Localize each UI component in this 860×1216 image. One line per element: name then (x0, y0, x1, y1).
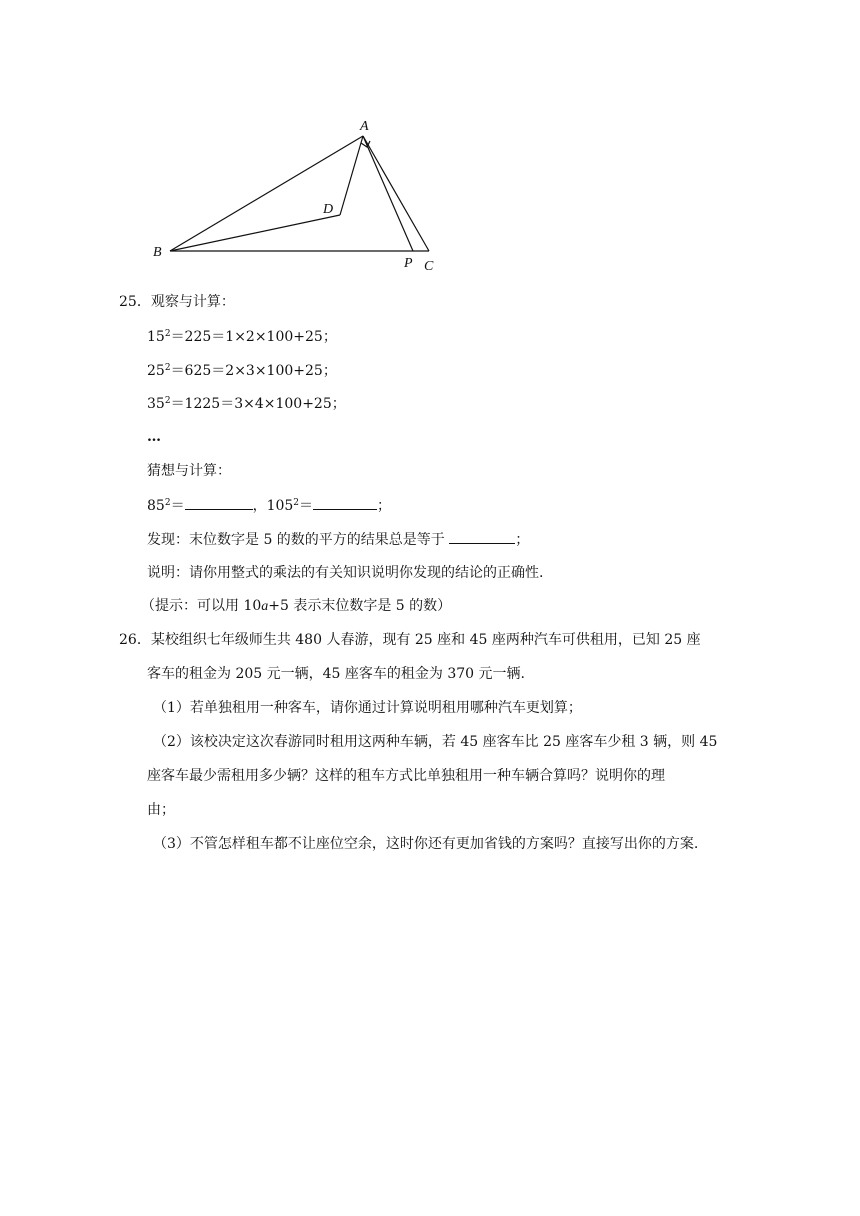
q25-title: 观察与计算： (150, 294, 235, 310)
q26-part-1: （1）若单独租用一种客车，请你通过计算说明租用哪种汽车更划算； (153, 700, 582, 716)
segment-ac (363, 136, 429, 251)
q26-line-1: 26．某校组织七年级师生共 480 人春游，现有 25 座和 45 座两种汽车可供租用，已知 25 座 (119, 632, 701, 648)
q25-equation-3: $35^2=1225=3\times 4\times 100+25$； (147, 396, 346, 412)
q25-equation-2: $25^2=625=2\times 3\times 100+25$； (147, 363, 337, 379)
segment-ab (170, 136, 363, 251)
segment-ap (363, 136, 413, 251)
q26-part-2-line-2: 座客车最少需租用多少辆？这样的租车方式比单独租用一种车辆合算吗？说明你的理 (147, 768, 665, 784)
segment-bd (170, 215, 340, 251)
q25-heading (119, 292, 235, 312)
q25-number: 25． (119, 294, 151, 310)
q26-part-3: （3）不管怎样租车都不让座位空余，这时你还有更加省钱的方案吗？直接写出你的方案. (153, 836, 699, 852)
answer-blank-2[interactable] (313, 495, 377, 510)
q25-explain: 说明：请你用整式的乘法的有关知识说明你发现的结论的正确性. (147, 565, 544, 581)
answer-blank-3[interactable] (449, 529, 515, 544)
q26-part-2-line-1: （2）该校决定这次春游同时租用这两种车辆，若 45 座客车比 25 座客车少租 3 辆，则 45 (153, 734, 718, 750)
q25-hint: （提示：可以用 10a+5 表示末位数字是 5 的数） (141, 598, 452, 614)
label-p: P (404, 256, 413, 271)
q26-part-2-line-3: 由； (147, 802, 175, 818)
label-c: C (424, 259, 434, 274)
q26-line-2: 客车的租金为 205 元一辆，45 座客车的租金为 370 元一辆. (147, 666, 525, 682)
label-a: A (360, 119, 369, 134)
triangle-figure (145, 112, 445, 282)
q25-find: 发现：末位数字是 5 的数的平方的结果总是等于 ； (147, 529, 529, 550)
label-d: D (323, 202, 334, 217)
q25-guess-title: 猜想与计算： (147, 463, 231, 479)
answer-blank-1[interactable] (185, 495, 253, 510)
label-b: B (153, 245, 162, 260)
q25-equation-1: $15^2=225=1\times 2\times 100+25$； (147, 329, 337, 345)
q26-number: 26． (119, 632, 151, 648)
q25-guess: $85^2=$ ，$105^2=$ ； (147, 495, 391, 516)
q25-ellipsis: … (147, 429, 161, 445)
